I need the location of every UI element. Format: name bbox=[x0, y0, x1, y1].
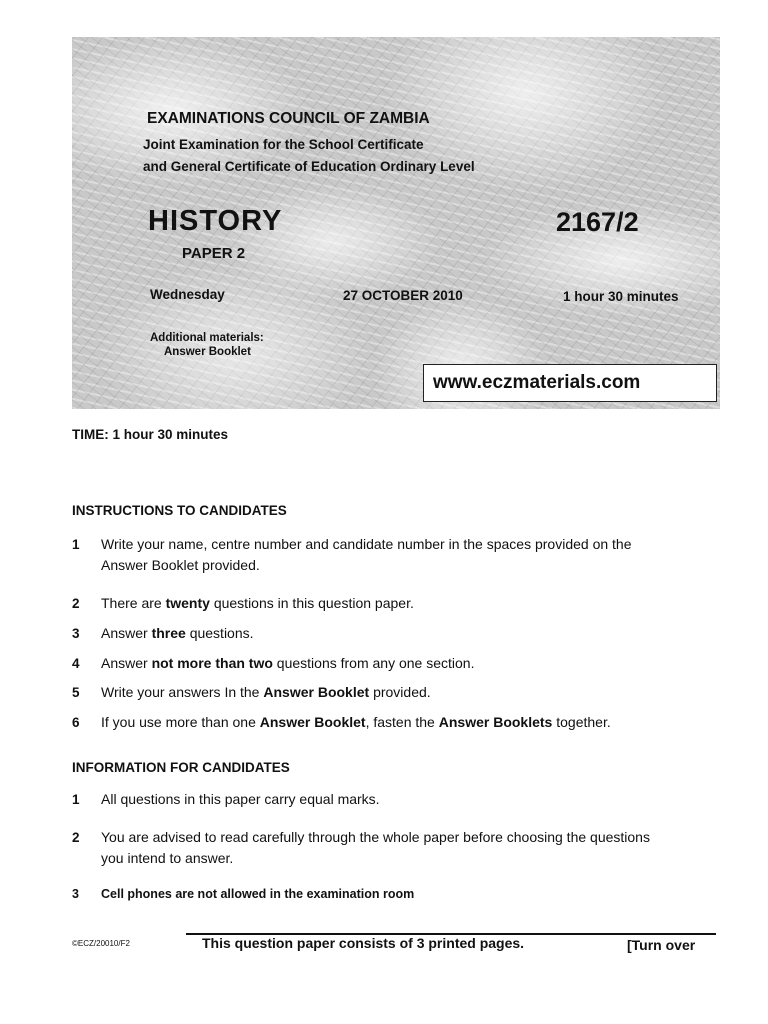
instruction-item-4 bbox=[101, 653, 474, 674]
emphasis-run: not more than two bbox=[151, 655, 273, 671]
text-run: Answer bbox=[101, 625, 152, 641]
exam-day: Wednesday bbox=[150, 287, 225, 302]
text-run: If you use more than one bbox=[101, 714, 260, 730]
exam-duration: 1 hour 30 minutes bbox=[563, 289, 679, 304]
instruction-item-6 bbox=[101, 712, 611, 733]
text-run: There are bbox=[101, 595, 166, 611]
information-2-line-1: You are advised to read carefully through the whole paper before choosing the questions bbox=[101, 829, 650, 845]
information-item-1: All questions in this paper carry equal marks. bbox=[101, 791, 380, 807]
footer-reference: ©ECZ/20010/F2 bbox=[72, 939, 130, 948]
instruction-1-line-1: Write your name, centre number and candidate number in the spaces provided on the bbox=[101, 536, 632, 552]
time-allowed: TIME: 1 hour 30 minutes bbox=[72, 427, 229, 442]
instruction-item-5 bbox=[101, 682, 431, 703]
instruction-number: 3 bbox=[72, 626, 80, 641]
footer-turn-over: [Turn over bbox=[627, 937, 696, 953]
emphasis-run: Answer Booklet bbox=[263, 684, 370, 700]
exam-line-2: and General Certificate of Education Ordinary Level bbox=[143, 159, 475, 174]
text-run: questions in this question paper. bbox=[209, 595, 414, 611]
instruction-number: 6 bbox=[72, 715, 80, 730]
instruction-number: 2 bbox=[72, 596, 80, 611]
instruction-number: 1 bbox=[72, 537, 80, 552]
subject-title: HISTORY bbox=[148, 205, 283, 237]
instruction-1-line-2: Answer Booklet provided. bbox=[101, 557, 260, 573]
exam-date: 27 OCTOBER 2010 bbox=[343, 288, 463, 303]
information-item-2 bbox=[101, 827, 650, 869]
text-run: together. bbox=[552, 714, 611, 730]
information-number: 1 bbox=[72, 792, 80, 807]
emphasis-run: twenty bbox=[165, 595, 210, 611]
paper-code: 2167/2 bbox=[556, 207, 639, 237]
instruction-item-3 bbox=[101, 623, 254, 644]
emphasis-run: Answer Booklets bbox=[438, 714, 553, 730]
text-run: questions from any one section. bbox=[272, 655, 475, 671]
information-number: 2 bbox=[72, 830, 80, 845]
council-name: EXAMINATIONS COUNCIL OF ZAMBIA bbox=[147, 110, 430, 127]
text-run: provided. bbox=[369, 684, 431, 700]
text-run: Write your answers In the bbox=[101, 684, 264, 700]
instruction-item-1 bbox=[101, 534, 632, 576]
text-run: Answer bbox=[101, 655, 152, 671]
information-title: INFORMATION FOR CANDIDATES bbox=[72, 760, 290, 775]
information-item-3: Cell phones are not allowed in the examination room bbox=[101, 887, 415, 901]
additional-materials-label: Additional materials: bbox=[150, 332, 264, 344]
paper-number: PAPER 2 bbox=[182, 245, 246, 262]
additional-materials-item: Answer Booklet bbox=[164, 346, 251, 358]
information-number: 3 bbox=[72, 887, 79, 901]
emphasis-run: three bbox=[151, 625, 186, 641]
text-run: questions. bbox=[185, 625, 254, 641]
website-link[interactable]: www.eczmaterials.com bbox=[423, 364, 717, 402]
instruction-number: 4 bbox=[72, 656, 80, 671]
information-2-line-2: you intend to answer. bbox=[101, 850, 234, 866]
instructions-title: INSTRUCTIONS TO CANDIDATES bbox=[72, 503, 287, 518]
exam-line-1: Joint Examination for the School Certificate bbox=[143, 137, 424, 152]
emphasis-run: Answer Booklet bbox=[259, 714, 366, 730]
footer-page-count: This question paper consists of 3 printed pages. bbox=[202, 935, 525, 951]
instruction-number: 5 bbox=[72, 685, 80, 700]
instruction-item-2 bbox=[101, 593, 414, 614]
text-run: , fasten the bbox=[365, 714, 439, 730]
